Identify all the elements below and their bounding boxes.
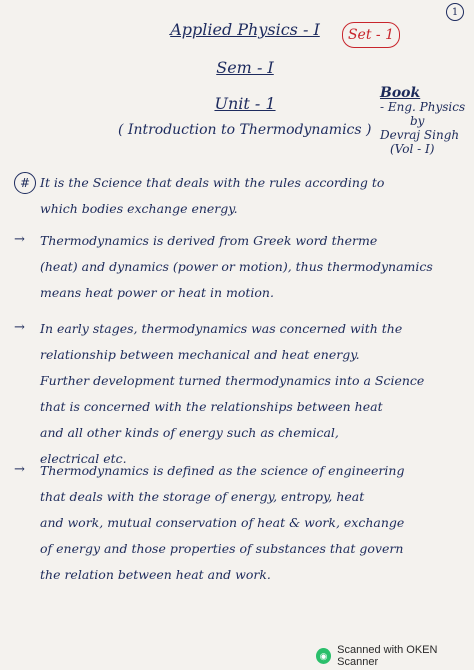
scanner-logo-icon: ◉ xyxy=(316,648,331,664)
paragraph-line: the relation between heat and work. xyxy=(40,567,271,582)
chapter-heading: ( Introduction to Thermodynamics ) xyxy=(118,122,372,138)
arrow-bullet-icon: → xyxy=(14,232,25,247)
arrow-bullet-icon: → xyxy=(14,462,25,477)
page-number: 1 xyxy=(446,3,464,21)
arrow-bullet-icon: → xyxy=(14,320,25,335)
paragraph-line: means heat power or heat in motion. xyxy=(40,285,274,300)
paragraph-line: Thermodynamics is defined as the science of engineering xyxy=(40,463,405,478)
scanner-watermark xyxy=(316,644,474,668)
semester-heading: Sem - I xyxy=(216,58,274,77)
scanner-text: Scanned with OKEN Scanner xyxy=(337,644,438,668)
paragraph-line: that deals with the storage of energy, entropy, heat xyxy=(40,489,365,504)
paragraph-3 xyxy=(40,316,462,472)
book-by: by xyxy=(410,114,425,128)
paragraph-line: and work, mutual conservation of heat & work, exchange xyxy=(40,515,405,530)
paragraph-2 xyxy=(40,228,462,306)
unit-heading: Unit - 1 xyxy=(214,94,276,113)
paragraph-line: which bodies exchange energy. xyxy=(40,201,238,216)
paragraph-line: relationship between mechanical and heat energy. xyxy=(40,347,360,362)
hash-bullet-icon: # xyxy=(14,172,36,194)
book-label: Book xyxy=(380,85,421,101)
paragraph-4 xyxy=(40,458,462,588)
book-title: - Eng. Physics xyxy=(380,100,466,114)
paragraph-line: Thermodynamics is derived from Greek word therme xyxy=(40,233,378,248)
paragraph-line: that is concerned with the relationships between heat xyxy=(40,399,383,414)
paragraph-line: of energy and those properties of substances that govern xyxy=(40,541,404,556)
paragraph-line: In early stages, thermodynamics was concerned with the xyxy=(40,321,403,336)
paragraph-line: and all other kinds of energy such as chemical, xyxy=(40,425,339,440)
paragraph-line: It is the Science that deals with the rules according to xyxy=(40,175,385,190)
paragraph-line: electrical etc. xyxy=(40,451,127,466)
book-volume: (Vol - I) xyxy=(390,142,435,156)
paragraph-1 xyxy=(40,170,462,222)
book-author: Devraj Singh xyxy=(380,128,460,142)
book-reference xyxy=(380,86,465,156)
paragraph-line: (heat) and dynamics (power or motion), thus thermodynamics xyxy=(40,259,433,274)
paragraph-line: Further development turned thermodynamics into a Science xyxy=(40,373,425,388)
page-title: Applied Physics - I xyxy=(170,20,320,39)
set-badge: Set - 1 xyxy=(342,22,400,48)
